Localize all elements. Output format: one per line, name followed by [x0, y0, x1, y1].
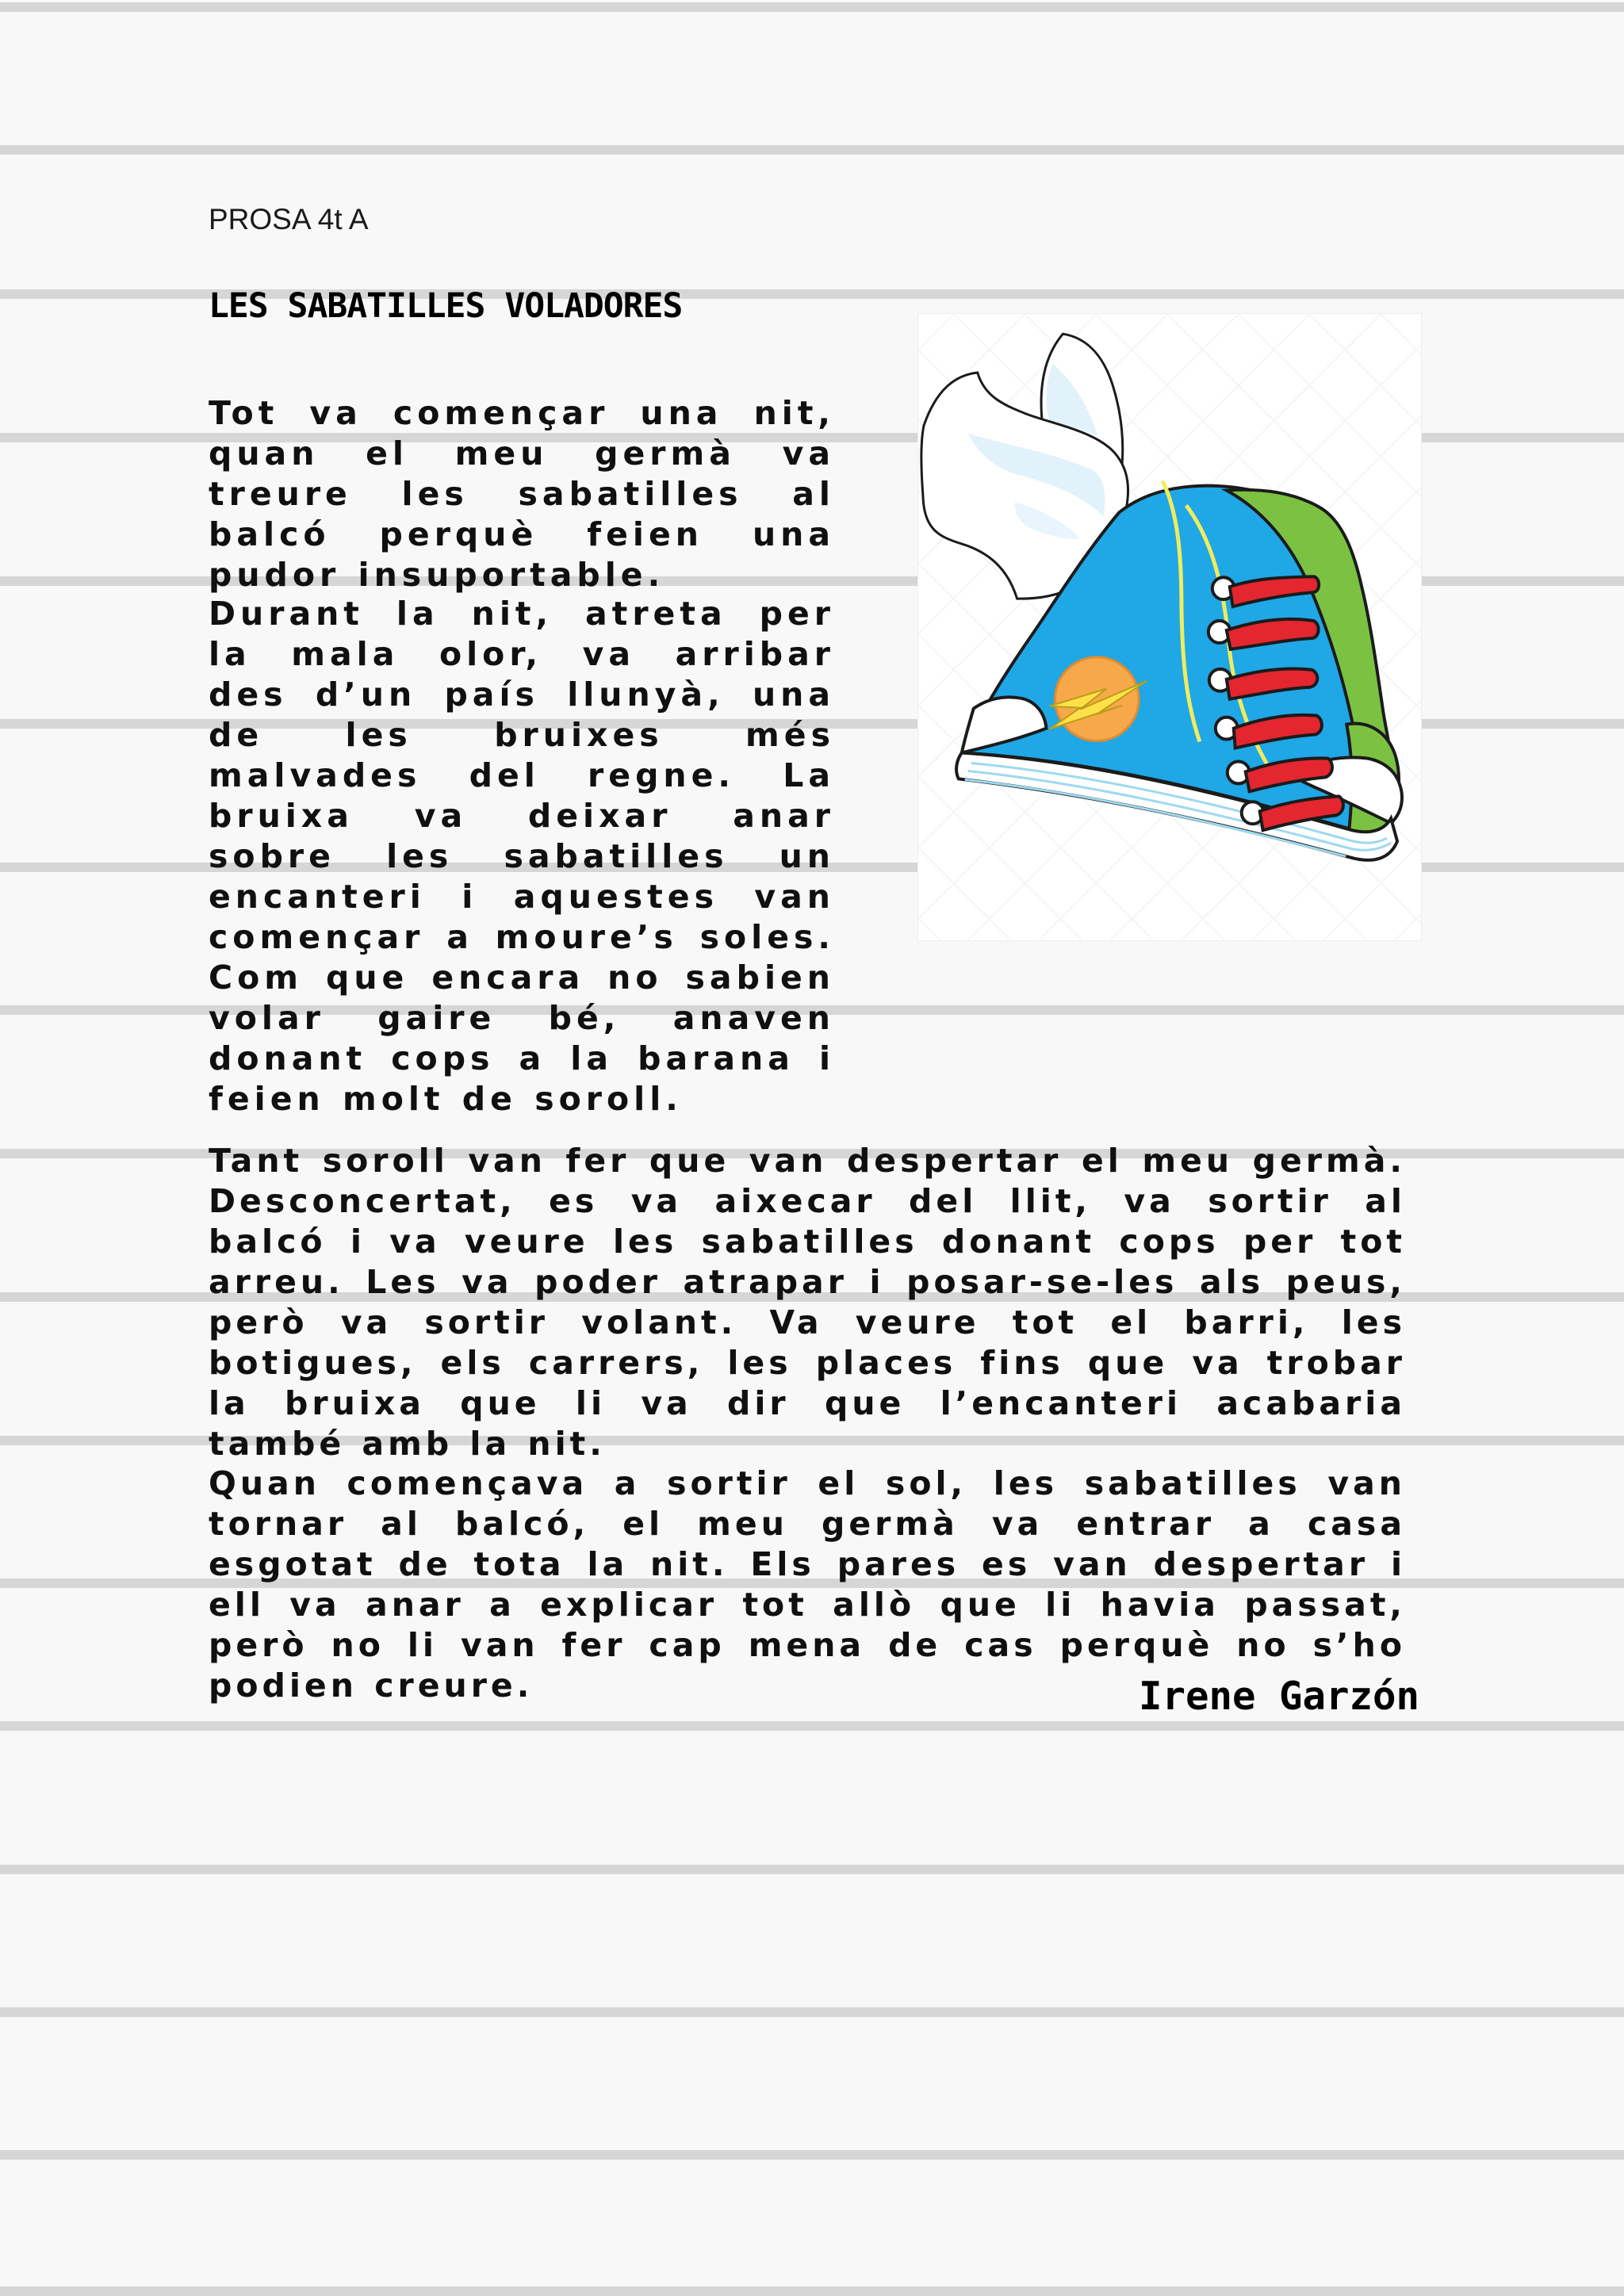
winged-sneaker-illustration — [917, 313, 1422, 941]
author-name: Irene Garzón — [1138, 1674, 1419, 1719]
story-paragraph-2: Durant la nit, atreta per la mala olor, va arribar des d’un país llunyà, una de les bruixes més malvades del regne. La bruixa va deixar anar sobre les sabatilles un encanteri i aquestes van començar a moure’s soles. Com que encara no sabien volar gaire bé, anaven donant cops a la barana i feien molt de soroll. — [209, 595, 835, 1118]
grade-label: PROSA 4t A — [209, 203, 369, 235]
story-paragraph-3: Tant soroll van fer que van despertar el meu germà. Desconcertat, es va aixecar del llit, va sortir al balcó i va veure les sabatilles donant cops per tot arreu. Les va poder atrapar i posar-se-les als peus, però va sortir volant. Va veure tot el barri, les botigues, els carrers, les places fins que va trobar la bruixa que li va dir que l’encanteri acabaria també amb la nit. — [209, 1142, 1406, 1463]
story-paragraph-1: Tot va començar una nit, quan el meu germà va treure les sabatilles al balcó perquè feien una pudor insuportable. — [209, 394, 835, 594]
winged-sneaker-icon — [918, 314, 1421, 940]
lightning-badge-icon — [1055, 657, 1139, 741]
story-paragraph-4: Quan començava a sortir el sol, les sabatilles van tornar al balcó, el meu germà va entrar a casa esgotat de tota la nit. Els pares es van despertar i ell va anar a explicar tot allò que li havia passat, però no li van fer cap mena de cas perquè no s’ho podien creure. — [209, 1464, 1406, 1705]
story-title: LES SABATILLES VOLADORES — [209, 285, 683, 326]
